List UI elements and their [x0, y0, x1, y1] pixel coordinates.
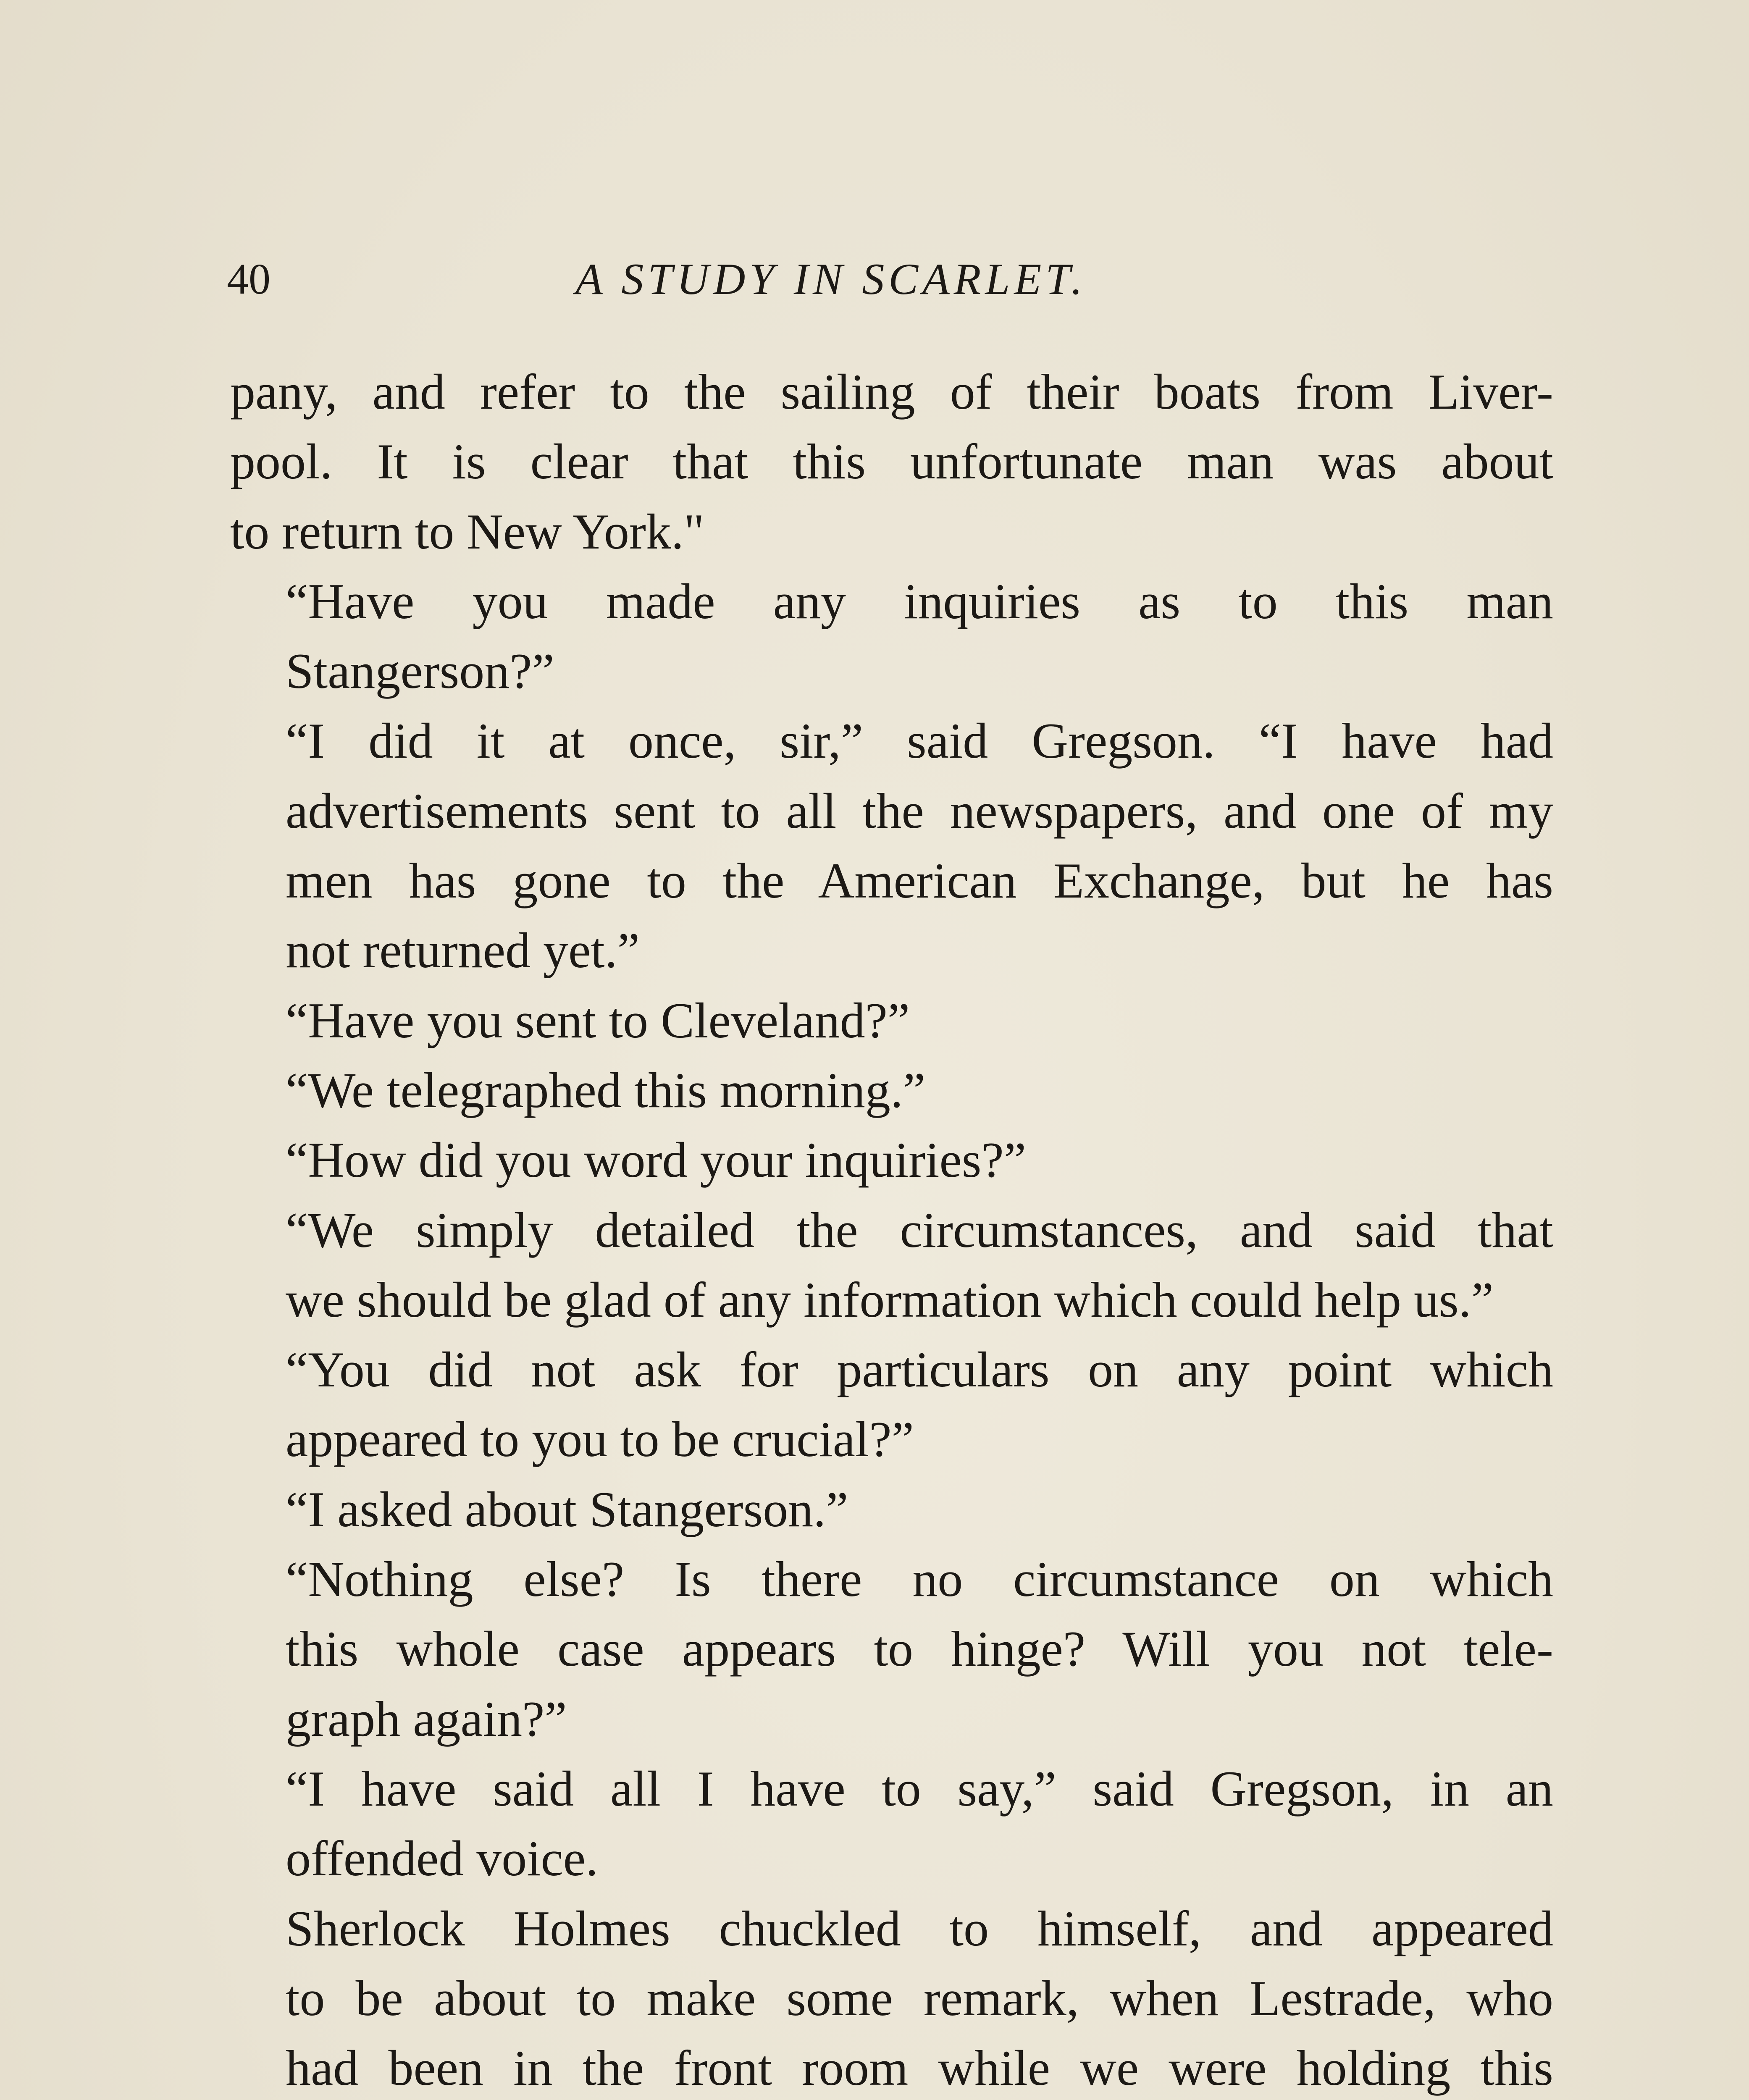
text-line: pool. It is clear that this unfortunate man was about [230, 433, 1553, 490]
text-line: offended voice. [286, 1830, 599, 1887]
paragraph [230, 1475, 1553, 1544]
text-line: “Nothing else? Is there no circumstance on which [286, 1551, 1553, 1607]
text-line: “I did it at once, sir,” said Gregson. “I have had [286, 713, 1553, 769]
paragraph [230, 1195, 1553, 1335]
paragraph [230, 1055, 1553, 1125]
text-line: appeared to you to be crucial?” [286, 1411, 914, 1467]
text-line: “You did not ask for particulars on any point which [286, 1341, 1553, 1398]
body-text [230, 357, 1553, 2100]
paragraph [230, 986, 1553, 1055]
text-line: we should be glad of any information which could help us.” [286, 1271, 1494, 1328]
text-line: to be about to make some remark, when Lestrade, who [286, 1970, 1553, 2026]
text-line: “We simply detailed the circumstances, and said that [286, 1202, 1553, 1258]
text-line: Stangerson?” [286, 643, 554, 699]
text-line: “I have said all I have to say,” said Gregson, in an [286, 1760, 1553, 1816]
text-line: advertisements sent to all the newspapers, and one of my [286, 782, 1553, 839]
paragraph [230, 1544, 1553, 1754]
paragraph [230, 1125, 1553, 1195]
text-line: “Have you made any inquiries as to this man [286, 573, 1553, 629]
text-line: had been in the front room while we were holding this [286, 2040, 1553, 2096]
text-line: pany, and refer to the sailing of their boats from Liver- [230, 364, 1553, 420]
text-line: Sherlock Holmes chuckled to himself, and appeared [286, 1900, 1553, 1956]
text-line: “I asked about Stangerson.” [286, 1481, 848, 1537]
text-line: “Have you sent to Cleveland?” [286, 992, 910, 1048]
paragraph [230, 706, 1553, 985]
text-line: not returned yet.” [286, 922, 640, 979]
text-line: this whole case appears to hinge? Will you not tele- [286, 1621, 1553, 1677]
text-line: “We telegraphed this morning.” [286, 1062, 926, 1118]
paragraph [230, 357, 1553, 567]
text-line: to return to New York." [230, 503, 704, 559]
page-number: 40 [227, 255, 270, 303]
paragraph [230, 1754, 1553, 1894]
paragraph [230, 1335, 1553, 1475]
paragraph [230, 1894, 1553, 2100]
running-title: A STUDY IN SCARLET. [575, 255, 1087, 304]
text-line: men has gone to the American Exchange, but he has [286, 853, 1553, 909]
paragraph [230, 567, 1553, 706]
text-line: “How did you word your inquiries?” [286, 1132, 1026, 1188]
text-line: graph again?” [286, 1690, 567, 1747]
page-header [227, 248, 1554, 311]
